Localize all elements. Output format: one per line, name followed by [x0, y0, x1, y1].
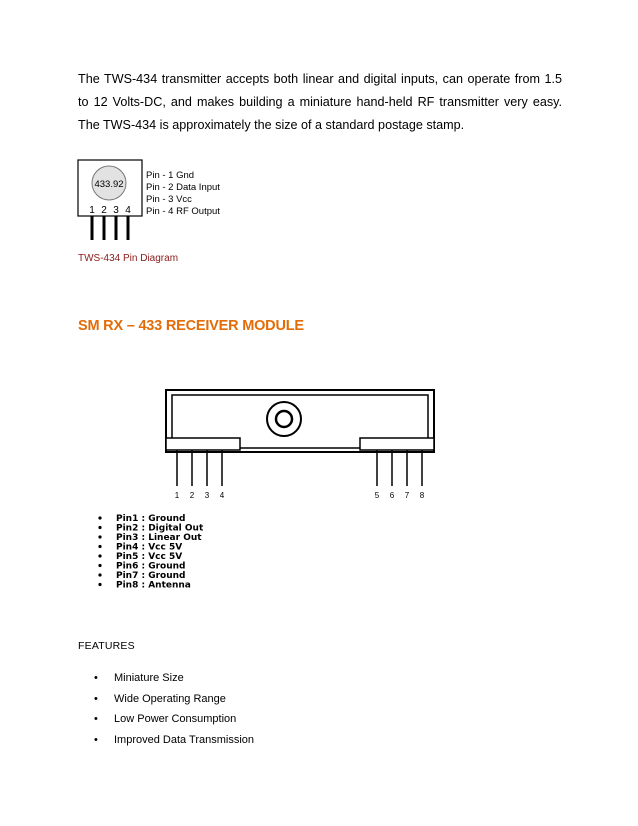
pin-list-bullet: [98, 526, 101, 529]
pin-list-bullet: [98, 554, 101, 557]
bullet-icon: •: [94, 692, 98, 705]
rx-pin-number: 1: [174, 491, 180, 500]
pin-list-item: Pin1 : Ground: [116, 514, 186, 524]
rx433-module-diagram: [162, 386, 438, 502]
tx-pin-label: Pin - 1 Gnd: [146, 170, 195, 181]
bullet-icon: •: [94, 733, 98, 746]
feature-item: [78, 709, 254, 730]
features-heading: FEATURES: [78, 640, 135, 652]
tx-pin-label: Pin - 3 Vcc: [146, 194, 192, 205]
tx-pin-lead: [127, 216, 130, 240]
tx-diagram-caption: TWS-434 Pin Diagram: [78, 253, 179, 264]
pin-list-bullet: [98, 583, 101, 586]
rx-pin-header-left: [166, 438, 240, 450]
tx-chip-label: 433.92: [94, 179, 124, 190]
feature-item-label: Low Power Consumption: [114, 713, 237, 725]
tx-pin-lead: [115, 216, 118, 240]
feature-item: [78, 689, 254, 710]
pin-list-bullet: [98, 535, 101, 538]
tx-pin-lead: [91, 216, 94, 240]
rx-pin-number: 4: [219, 491, 225, 500]
feature-item-label: Miniature Size: [114, 672, 184, 684]
rx-section-heading: SM RX – 433 RECEIVER MODULE: [78, 318, 304, 334]
feature-item: [78, 730, 254, 751]
rx-pin-number: 5: [374, 491, 380, 500]
tx-pin-number: 4: [125, 205, 131, 216]
bullet-icon: •: [94, 713, 98, 725]
feature-item: [78, 668, 254, 689]
rx-pin-number: 2: [189, 491, 195, 500]
rx-pin-header-right: [360, 438, 434, 450]
pin-list-item: Pin3 : Linear Out: [116, 533, 202, 543]
tws434-pin-diagram: [74, 158, 234, 242]
tx-pin-number: 2: [101, 205, 107, 216]
pin-list-item: Pin7 : Ground: [116, 571, 186, 581]
pin-list-item: Pin2 : Digital Out: [116, 523, 204, 534]
pin-list-bullet: [98, 545, 101, 548]
bullet-icon: •: [94, 672, 98, 684]
pin-list-bullet: [98, 573, 101, 576]
tx-pin-label: Pin - 4 RF Output: [146, 206, 220, 217]
pin-list-bullet: [98, 516, 101, 519]
tx-pin-lead: [103, 216, 106, 240]
pin-list-item: Pin6 : Ground: [116, 561, 186, 572]
features-list: [78, 668, 254, 750]
rx-pin-number: 6: [389, 491, 395, 500]
tx-pin-number: 1: [89, 205, 95, 216]
rx-coil-inner: [276, 411, 292, 427]
rx-pin-number: 7: [404, 491, 410, 500]
intro-paragraph: The TWS-434 transmitter accepts both linear and digital inputs, can operate from 1.5 to 12 Volts-DC, and makes building a miniature hand-held RF transmitter very easy. The TWS-434 is approximately the size of a standard postage stamp.: [78, 72, 562, 132]
tx-pin-label: Pin - 2 Data Input: [146, 182, 220, 193]
pin-list-item: Pin8 : Antenna: [116, 580, 191, 590]
feature-item-label: Wide Operating Range: [114, 692, 226, 705]
rx-pin-number: 8: [419, 491, 425, 500]
tx-pin-number: 3: [113, 205, 119, 216]
feature-item-label: Improved Data Transmission: [114, 733, 254, 746]
rx-pin-list: [96, 512, 256, 590]
pin-list-item: Pin4 : Vcc 5V: [116, 542, 183, 553]
pin-list-bullet: [98, 564, 101, 567]
pin-list-item: Pin5 : Vcc 5V: [116, 552, 183, 562]
rx-pin-number: 3: [204, 491, 210, 500]
